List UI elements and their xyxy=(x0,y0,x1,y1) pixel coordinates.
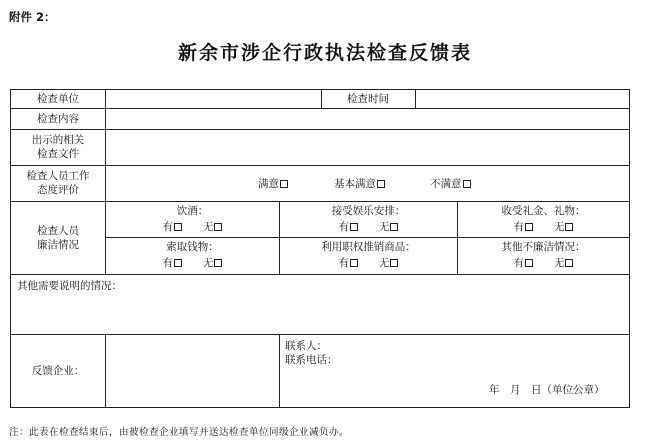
date-seal-label: 年 月 日（单位公章） xyxy=(489,384,605,396)
documents-label-line2: 检查文件 xyxy=(37,148,79,160)
integrity-item-label: 利用职权推销商品： xyxy=(321,241,416,253)
yes-label: 有 xyxy=(513,221,525,233)
no-label: 无 xyxy=(553,257,565,269)
row-divider xyxy=(11,334,629,335)
no-label: 无 xyxy=(202,257,214,269)
yes-checkbox[interactable] xyxy=(525,223,533,231)
yes-no-options xyxy=(458,221,629,234)
yes-checkbox[interactable] xyxy=(174,223,182,231)
yes-label: 有 xyxy=(162,221,174,233)
attitude-option-satisfied[interactable] xyxy=(258,178,288,191)
footer-note: 注：此表在检查结束后，由被检查企业填写并送达检查单位同级企业减负办。 xyxy=(9,427,350,438)
integrity-item-label: 其他不廉洁情况： xyxy=(501,241,586,253)
integrity-item-label: 接受娱乐安排： xyxy=(331,205,406,217)
yes-label: 有 xyxy=(162,257,174,269)
yes-no-options xyxy=(458,257,629,270)
contact-phone-label: 联系电话： xyxy=(285,354,338,366)
integrity-item-label: 收受礼金、礼物： xyxy=(501,205,586,217)
no-checkbox[interactable] xyxy=(390,259,398,267)
inspection-time-field[interactable] xyxy=(419,93,625,106)
row-divider xyxy=(11,274,629,275)
no-label: 无 xyxy=(378,221,390,233)
no-checkbox[interactable] xyxy=(565,223,573,231)
yes-no-options xyxy=(280,221,457,234)
yes-label: 有 xyxy=(338,221,350,233)
integrity-label-line1: 检查人员 xyxy=(37,225,79,237)
yes-no-options xyxy=(106,257,279,270)
no-label: 无 xyxy=(202,221,214,233)
row-divider xyxy=(11,201,629,202)
yes-checkbox[interactable] xyxy=(350,223,358,231)
yes-checkbox[interactable] xyxy=(350,259,358,267)
checkbox[interactable] xyxy=(280,180,288,188)
yes-label: 有 xyxy=(513,257,525,269)
other-notes-field[interactable] xyxy=(13,295,627,332)
option-label: 不满意 xyxy=(430,178,462,190)
no-checkbox[interactable] xyxy=(390,223,398,231)
other-notes-label: 其他需要说明的情况： xyxy=(17,280,122,292)
checkbox[interactable] xyxy=(463,180,471,188)
contact-column-divider xyxy=(279,334,280,408)
row-divider xyxy=(11,165,629,166)
inspection-time-label: 检查时间 xyxy=(347,93,389,105)
no-checkbox[interactable] xyxy=(214,223,222,231)
no-label: 无 xyxy=(553,221,565,233)
yes-label: 有 xyxy=(338,257,350,269)
yes-checkbox[interactable] xyxy=(174,259,182,267)
label-column-divider xyxy=(105,334,106,408)
contact-person-label: 联系人： xyxy=(285,340,327,352)
no-checkbox[interactable] xyxy=(565,259,573,267)
inspection-content-field[interactable] xyxy=(109,113,625,126)
integrity-item-label: 饮酒： xyxy=(176,205,209,217)
no-label: 无 xyxy=(378,257,390,269)
integrity-label-line2: 廉洁情况 xyxy=(37,239,79,251)
option-label: 基本满意 xyxy=(334,178,376,190)
documents-label-line1: 出示的相关 xyxy=(31,134,85,146)
feedback-company-label: 反馈企业： xyxy=(31,365,85,377)
page-title: 新余市涉企行政执法检查反馈表 xyxy=(177,42,472,64)
option-label: 满意 xyxy=(258,178,279,190)
yes-no-options xyxy=(280,257,457,270)
checkbox[interactable] xyxy=(377,180,385,188)
integrity-item-label: 索取钱物： xyxy=(166,241,219,253)
no-checkbox[interactable] xyxy=(214,259,222,267)
row-divider xyxy=(11,108,629,109)
integrity-mid-divider xyxy=(105,237,629,238)
inspection-unit-field[interactable] xyxy=(109,93,317,106)
documents-field[interactable] xyxy=(107,131,627,163)
feedback-form xyxy=(10,89,630,408)
attitude-label-line1: 检查人员工作 xyxy=(26,170,90,182)
row-divider xyxy=(11,129,629,130)
attitude-label-line2: 态度评价 xyxy=(37,184,79,196)
inspection-unit-label: 检查单位 xyxy=(37,93,79,105)
feedback-company-field[interactable] xyxy=(107,336,277,406)
time-label-right-divider xyxy=(415,90,416,108)
yes-no-options xyxy=(106,221,279,234)
attitude-option-unsatisfied[interactable] xyxy=(430,178,471,191)
attitude-option-basically-satisfied[interactable] xyxy=(334,178,385,191)
annex-label: 附件 2： xyxy=(9,10,56,24)
inspection-content-label: 检查内容 xyxy=(37,113,79,125)
yes-checkbox[interactable] xyxy=(525,259,533,267)
